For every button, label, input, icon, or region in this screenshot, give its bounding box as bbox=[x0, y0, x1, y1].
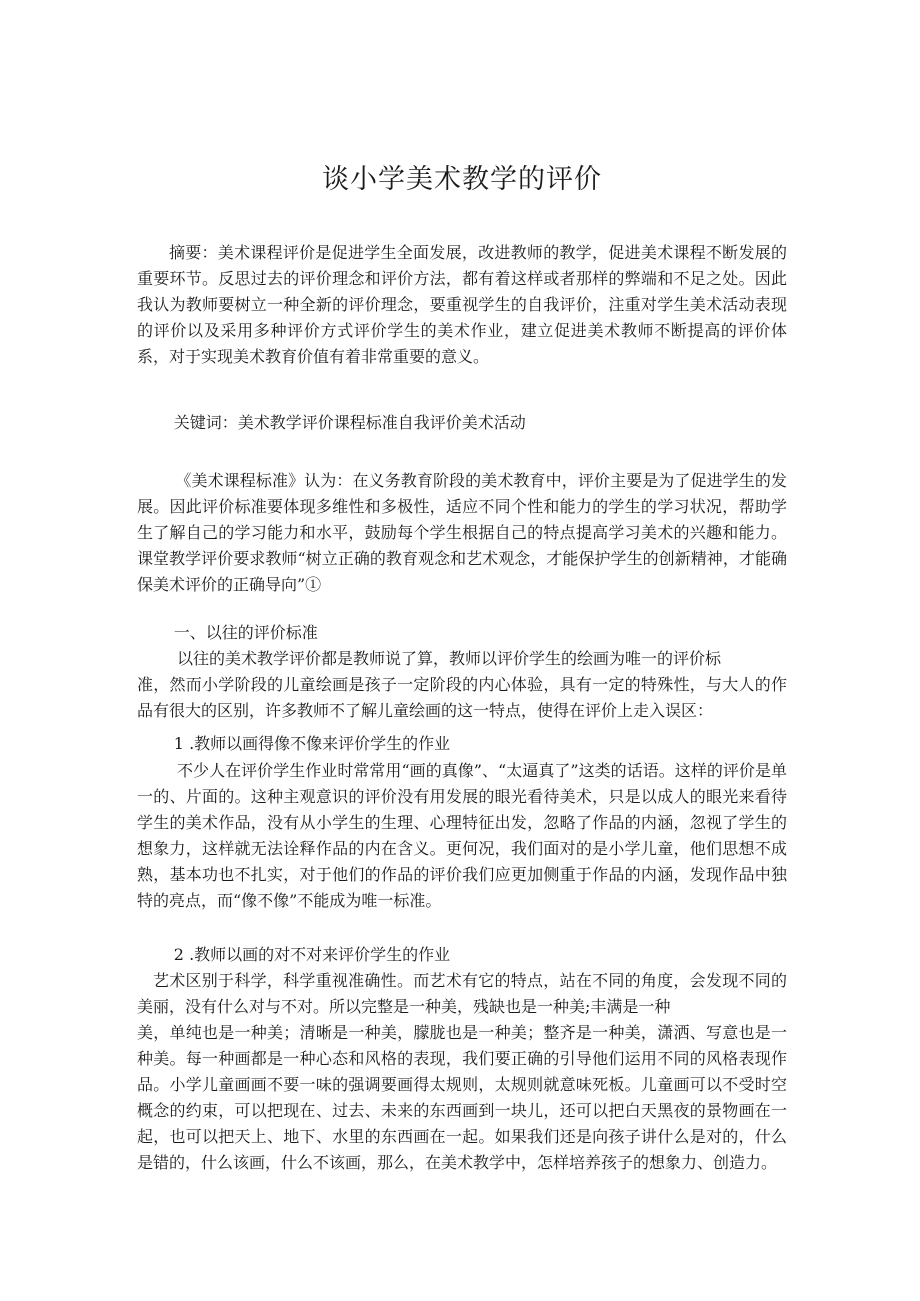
subsection-2-paragraph-start: 艺术区别于科学，科学重视准确性。而艺术有它的特点，站在不同的角度，会发现不同的美丽，没有什么对与不对。所以完整是一种美，残缺也是一种美;丰满是一种 bbox=[137, 971, 787, 1016]
abstract-paragraph: 摘要：美术课程评价是促进学生全面发展，改进教师的教学，促进美术课程不断发展的重要环节。反思过去的评价理念和评价方法，都有着这样或者那样的弊端和不足之处。因此我认为教师要树立一种全新的评价理念，要重视学生的自我评价，注重对学生美术活动表现的评价以及采用多种评价方式评价学生的美术作业，建立促进美术教师不断提高的评价体系，对于实现美术教育价值有着非常重要的意义。 bbox=[137, 243, 787, 366]
keywords-line: 关键词：美术教学评价课程标准自我评价美术活动 bbox=[173, 413, 526, 432]
page-title: 谈小学美术教学的评价 bbox=[322, 164, 602, 195]
subsection-2-heading: 2 .教师以画的对不对来评价学生的作业 bbox=[173, 945, 451, 964]
subsection-2-paragraph-rest: 美，单纯也是一种美；清晰是一种美，朦胧也是一种美；整齐是一种美，潇洒、写意也是一种美。每一种画都是一种心态和风格的表现，我们要正确的引导他们运用不同的风格表现作品。小学儿童画画不要一味的强调要画得太规则，太规则就意味死板。儿童画可以不受时空概念的约束，可以把现在、过去、未来的东西画到一块儿，还可以把白天黑夜的景物画在一起，也可以把天上、地下、水里的东西画在一起。如果我们还是向孩子讲什么是对的，什么是错的，什么该画，什么不该画，那么，在美术教学中，怎样培养孩子的想象力、创造力。 bbox=[137, 1023, 787, 1172]
section-1-paragraph-line: 以往的美术教学评价都是教师说了算，教师以评价学生的绘画为唯一的评价标 bbox=[177, 649, 722, 668]
intro-paragraph: 《美术课程标准》认为：在义务教育阶段的美术教育中，评价主要是为了促进学生的发展。因此评价标准要体现多维性和多极性，适应不同个性和能力的学生的学习状况，帮助学生了解自己的学习能力和水平，鼓励每个学生根据自己的特点提高学习美术的兴趣和能力。课堂教学评价要求教师“树立正确的教育观念和艺术观念，才能保护学生的创新精神，才能确保美术评价的正确导向”① bbox=[137, 471, 787, 594]
section-1-paragraph-rest: 准，然而小学阶段的儿童绘画是孩子一定阶段的内心体验，具有一定的特殊性，与大人的作品有很大的区别，许多教师不了解儿童绘画的这一特点，使得在评价上走入误区： bbox=[137, 675, 787, 720]
subsection-2-paragraph bbox=[137, 968, 787, 1176]
section-1-paragraph bbox=[137, 646, 787, 724]
subsection-1-heading: 1 .教师以画得像不像来评价学生的作业 bbox=[173, 734, 451, 753]
subsection-1-paragraph: 不少人在评价学生作业时常常用“画的真像”、“太逼真了”这类的话语。这样的评价是单一的、片面的。这种主观意识的评价没有用发展的眼光看待美术，只是以成人的眼光来看待学生的美术作品，没有从小学生的生理、心理特征出发，忽略了作品的内涵，忽视了学生的想象力，这样就无法诠释作品的内在含义。更何况，我们面对的是小学儿童，他们思想不成熟，基本功也不扎实，对于他们的作品的评价我们应更加侧重于作品的内涵，发现作品中独特的亮点，而“像不像”不能成为唯一标准。 bbox=[137, 761, 787, 910]
section-1-heading: 一、以往的评价标准 bbox=[173, 623, 318, 642]
